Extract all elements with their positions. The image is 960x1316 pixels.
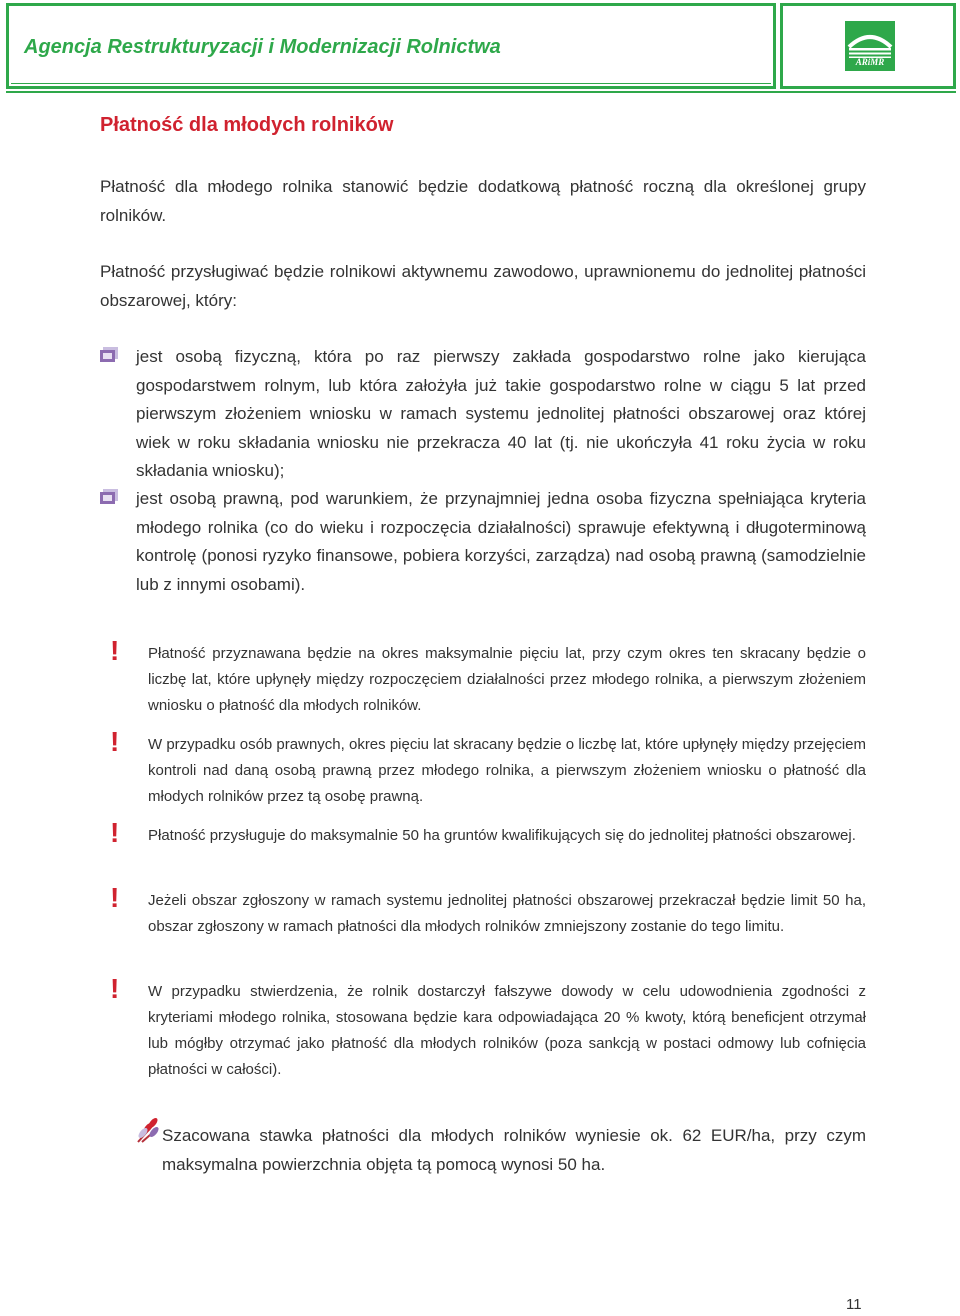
note-penalty: W przypadku stwierdzenia, że rolnik dostarczył fałszywe dowody w celu udowodnienia zgodności z kryteriami młodego rolnika, stosowana będzie kara odpowiadająca 20 % kwoty, którą beneficjent otrzymał lub mógłby otrzymać jako płatność dla młodych rolników (poza sankcją w postaci odmowy lub cofnięcia płatności w całości).: [148, 983, 866, 1078]
bullet-natural-person: jest osobą fizyczną, która po raz pierwszy zakłada gospodarstwo rolne jako kierująca gospodarstwem rolnym, lub która założyła już takie gospodarstwo rolne w ciągu 5 lat przed pierwszym złożeniem wniosku w ramach systemu jednolitej płatności obszarowej oraz której wiek w roku składania wniosku nie przekracza 40 lat (tj. nie ukończyła 41 roku życia w roku składania wniosku);: [136, 347, 866, 480]
logo-text: ARiMR: [855, 57, 885, 67]
eligibility-paragraph: Płatność przysługiwać będzie rolnikowi aktywnemu zawodowo, uprawnionemu do jednolitej płatności obszarowej, który:: [100, 262, 866, 310]
header-title-box: [6, 3, 776, 89]
exclamation-icon: !: [110, 817, 120, 848]
note-area-limit: Płatność przysługuje do maksymalnie 50 ha gruntów kwalifikujących się do jednolitej płatności obszarowej.: [148, 827, 856, 844]
agency-name: Agencja Restrukturyzacji i Modernizacji Rolnictwa: [24, 36, 501, 58]
intro-paragraph: Płatność dla młodego rolnika stanowić będzie dodatkową płatność roczną dla określonej grupy rolników.: [100, 177, 866, 225]
exclamation-icon: !: [110, 635, 120, 666]
note-area-reduction: Jeżeli obszar zgłoszony w ramach systemu jednolitej płatności obszarowej przekraczał będzie limit 50 ha, obszar zgłoszony w ramach płatności dla młodych rolników zmniejszony zostanie do tego limitu.: [148, 892, 866, 935]
wheat-icon: [134, 1116, 162, 1144]
exclamation-icon: !: [110, 973, 120, 1004]
bullet-icon: [100, 489, 118, 504]
header-divider: [6, 91, 956, 93]
header-logo-box: [780, 3, 956, 89]
rate-estimate: Szacowana stawka płatności dla młodych rolników wyniesie ok. 62 EUR/ha, przy czym maksymalna powierzchnia objęta tą pomocą wynosi 50 ha.: [162, 1126, 866, 1174]
arimr-logo: [845, 21, 895, 71]
note-legal-persons: W przypadku osób prawnych, okres pięciu lat skracany będzie o liczbę lat, które upłynęły między przejęciem kontroli nad daną osobą prawną przez młodego rolnika, a pierwszym złożeniem wniosku o płatność dla młodych rolników przez tą osobę prawną.: [148, 736, 866, 805]
page-number: 11: [846, 1296, 862, 1313]
bullet-icon: [100, 347, 118, 362]
exclamation-icon: !: [110, 726, 120, 757]
note-duration: Płatność przyznawana będzie na okres maksymalnie pięciu lat, przy czym okres ten skracany będzie o liczbę lat, które upłynęły między rozpoczęciem działalności przez młodego rolnika, a pierwszym złożeniem wniosku o płatność dla młodych rolników.: [148, 645, 866, 714]
bullet-legal-person: jest osobą prawną, pod warunkiem, że przynajmniej jedna osoba fizyczna spełniająca kryteria młodego rolnika (co do wieku i rozpoczęcia działalności) sprawuje efektywną i długoterminową kontrolę (ponosi ryzyko finansowe, pobiera korzyści, zarządza) nad osobą prawną (samodzielnie lub z innymi osobami).: [136, 489, 866, 594]
exclamation-icon: !: [110, 882, 120, 913]
page-title: Płatność dla młodych rolników: [100, 114, 394, 136]
